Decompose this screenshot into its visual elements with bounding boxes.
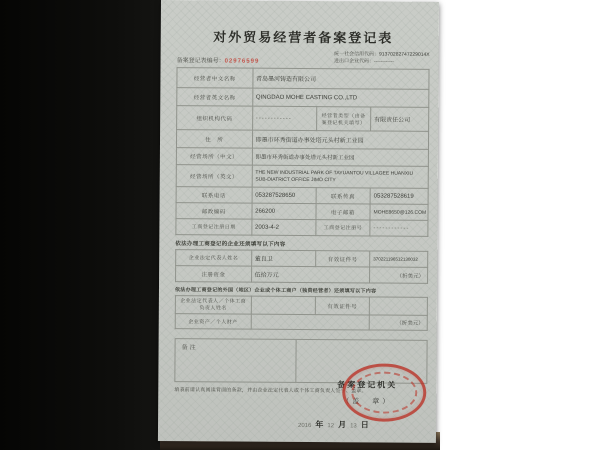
residence-value: 即墨市环秀街道办事处塔元头村新工业园	[252, 130, 429, 149]
credit-code-value: 91370282747229014X	[378, 51, 430, 58]
date-day-value: 13	[350, 423, 357, 430]
biz-reg-no-value: ------------	[370, 220, 428, 236]
seal-instruction-label: （盖 章）	[342, 398, 393, 406]
ie-code-blank: ------------	[373, 58, 394, 65]
registered-capital-value: 伍拾万元	[251, 266, 370, 283]
en-name-label: 经营者英文名称	[177, 88, 253, 107]
official-seal-icon	[342, 363, 426, 422]
id-number-label: 有效证件号	[315, 251, 369, 267]
table-row	[176, 203, 428, 221]
legal-rep-value: 董良卫	[251, 250, 315, 266]
operator-type-label: 经营者类型（由备案登记机关填写）	[316, 107, 370, 131]
operator-type-value: 有限责任公司	[371, 107, 429, 131]
main-info-table	[175, 67, 429, 237]
reg-date-label: 工商登记注册日期	[176, 219, 252, 236]
table-row	[176, 165, 428, 189]
premises-en-label: 经营场所（英文）	[176, 165, 252, 188]
table-row	[176, 187, 428, 205]
postcode-label: 邮政编码	[176, 203, 252, 220]
org-code-label: 组织机构代码	[177, 106, 253, 131]
section1-table	[175, 249, 428, 284]
cn-name-value: 青岛墨河铸造有限公司	[252, 68, 429, 89]
biz-reg-no-label: 工商登记注册号	[316, 220, 370, 236]
date-line	[298, 419, 428, 431]
table-row	[176, 130, 428, 150]
table-row	[176, 148, 428, 167]
photo-dark-background	[0, 0, 162, 450]
section2-table	[175, 295, 428, 331]
section2-heading: 依法办理工商登记的外国（地区）企业或个体工商户（独资经营者）还须填写以下内容	[174, 287, 377, 295]
assets-value	[251, 314, 370, 330]
premises-cn-value: 即墨市环秀街道办事处塔元头村新工业园	[252, 148, 429, 166]
phone-value: 053287528650	[252, 187, 316, 203]
table-row	[177, 88, 429, 108]
residence-label: 住 所	[176, 130, 252, 149]
date-year-value: 2016	[298, 422, 312, 430]
ie-code-label: 进出口企业代码：	[333, 58, 374, 65]
foreign-id-value	[369, 297, 427, 315]
table-row	[175, 314, 427, 331]
foreign-id-label: 有效证件号	[315, 297, 369, 315]
date-year-unit: 年	[315, 420, 324, 430]
authority-label: 备案登记机关	[337, 380, 398, 390]
remarks-label: 备注	[181, 345, 198, 352]
remarks-divider	[296, 340, 297, 382]
id-number-value: 370221196512130032	[370, 251, 428, 267]
legal-rep-label: 企业法定代表人姓名	[176, 250, 252, 267]
foreign-rep-label: 企业法定代表人／个体工商负责人姓名	[175, 296, 251, 315]
en-name-value: QINGDAO MOHE CASTING CO.,LTD	[252, 88, 429, 107]
postcode-value: 266200	[252, 203, 316, 219]
premises-en-value: THE NEW INDUSTRIAL PARK OF TAYUANTOU VILLAGEE HUANXIU SUB-DIATRICT OFFICE JIMO CITY	[252, 165, 429, 188]
form-meta-row	[177, 50, 430, 66]
registered-capital-label: 注册资金	[176, 266, 252, 283]
footer-instruction-note: 填表前请认真阅读背面的条款，并由企业法定代表人或个体工商负责人签字、盖章。	[174, 387, 367, 395]
registration-form-paper	[158, 0, 439, 443]
table-row	[177, 106, 429, 132]
usd-equivalent-note: （折美元）	[370, 267, 428, 283]
registration-number-label: 备案登记表编号：	[176, 58, 225, 65]
date-day-unit: 日	[360, 420, 369, 430]
assets-usd-note: （折美元）	[369, 315, 427, 330]
seal-curved-text-icon	[351, 371, 417, 413]
cn-name-label: 经营者中文名称	[177, 68, 253, 89]
table-row	[176, 266, 428, 284]
premises-cn-label: 经营场所（中文）	[176, 148, 252, 166]
assets-label: 企业资产／个人财产	[175, 314, 251, 330]
table-row	[175, 296, 427, 316]
fax-value: 053287528619	[370, 188, 428, 204]
credit-code-label: 统一社会信用代码：	[333, 51, 380, 58]
ie-code-line	[334, 58, 430, 66]
email-label: 电子邮箱	[316, 204, 370, 220]
table-row	[177, 68, 429, 90]
fax-label: 联系传真	[316, 188, 370, 204]
table-row	[176, 250, 428, 268]
form-title: 对外贸易经营者备案登记表	[213, 29, 394, 46]
section1-heading: 依法办理工商登记的企业还须填写以下内容	[175, 241, 286, 248]
foreign-rep-value	[251, 296, 315, 314]
phone-label: 联系电话	[176, 187, 252, 204]
registration-number-value: 02976599	[224, 58, 260, 65]
code-lines	[334, 51, 430, 66]
email-value: MOHE8650@126.COM	[370, 204, 428, 220]
table-row	[176, 219, 428, 237]
date-month-unit: 月	[338, 420, 347, 430]
reg-date-value: 2003-4-2	[251, 219, 315, 235]
registration-number-line	[177, 55, 260, 65]
org-code-value: ------------	[252, 106, 316, 130]
date-month-value: 12	[327, 423, 335, 430]
